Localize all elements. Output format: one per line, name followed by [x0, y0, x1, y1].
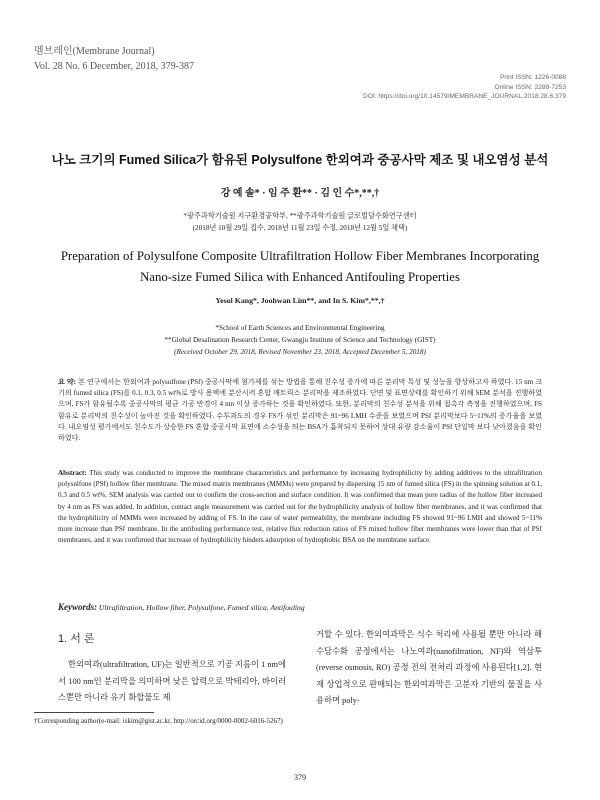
journal-header — [34, 44, 194, 74]
footnote: †Corresponding author(e-mail: iskim@gist.ac.kr, http://orcid.org/0000-0002-6016-5267) — [34, 717, 283, 725]
body-text-right: 거할 수 있다. 한외여과막은 식수 처리에 사용될 뿐만 아니라 해수담수화 공정에서는 나노여과(nanofiltration, NF)와 역삼투(reverse osmosis, RO) 공정 전의 전처리 과정에 사용된다[1,2]. 현재 상업적으로 판매되는 한외여과막은 고분자 기반의 물질을 사용하며 poly- — [316, 630, 542, 705]
korean-abstract-label: 요 약: — [58, 378, 77, 386]
print-issn: Print ISSN: 1226-0088 — [500, 74, 566, 81]
journal-volume: Vol. 28 No. 6 December, 2018, 379-387 — [34, 61, 194, 72]
keywords-label: Keywords: — [58, 602, 97, 612]
korean-abstract — [58, 377, 542, 444]
english-title-line1: Preparation of Polysulfone Composite Ultrafiltration Hollow Fiber Membranes Incorporating — [60, 249, 540, 263]
journal-name: 멤브레인(Membrane Journal) — [34, 46, 155, 57]
keywords-text: Ultrafiltration, Hollow fiber, Polysulfone, Fumed silica, Antifouling — [98, 603, 305, 612]
keywords — [58, 602, 305, 612]
footnote-divider — [34, 712, 154, 713]
korean-abstract-text: 본 연구에서는 한외여과 polysulfone (PSf) 중공사막에 첨가제를 섞는 방법을 통해 친수성 증가에 따른 분리막 특성 및 성능을 향상하고자 하였다. 15 nm 크기의 fumed silica (FS)를 0.1, 0.3, 0.5 wt%로 방사 용액에 분산시켜 혼합 매트릭스 분리막을 제조하였다. 단면 및 표면상태를 확인하기 위해 SEM 분석을 진행하였으며, FS가 함유될수록 중공사막의 평균 기공 반경이 4 nm 이상 증가하는 것을 확인하였다. 또한, 분리막의 친수성 분석을 위해 접촉각 측정을 진행하였으며, FS 함유로 분리막의 친수성이 높아진 것을 확인하였다. 수투과도의 경우 FS가 섞인 분리막은 91~96 LMH 수준을 보였으며 PSf 분리막보다 5~11%의 증가율을 보였다. 내오염성 평가에서도 친수도가 상승한 FS 혼합 중공사막 표면에 소수성을 띄는 BSA가 흡착되지 못하여 상대 유량 감소율이 PSf 단일막 보다 낮아졌음을 확인하였다. — [58, 378, 542, 443]
english-authors: Yesol Kang*, Joohwan Lim**, and In S. Kim*,**,† — [215, 296, 385, 305]
english-title-line2: Nano-size Fumed Silica with Enhanced Antifouling Properties — [140, 270, 460, 284]
korean-affiliation-block — [0, 210, 600, 234]
korean-affiliation: *광주과학기술원 지구환경공학부, **광주과학기술원 글로벌담수화연구센터 — [183, 212, 417, 220]
korean-title: 나노 크기의 Fumed Silica가 함유된 Polysulfone 한외여과 중공사막 제조 및 내오염성 분석 — [51, 153, 549, 167]
english-abstract — [58, 468, 542, 546]
korean-authors: 강 예 솔* · 임 주 환** · 김 인 수*,**,† — [220, 188, 380, 199]
english-abstract-text: This study was conducted to improve the membrane characteristics and performance by increasing hydrophilicity by adding additives to the ultrafiltration polysulfone (PSf) hollow fiber membrane. The mixed matrix membranes (MMMs) were prepared by dispersing 15 nm of fumed silica (FS) in the spinning solution at 0.1, 0.3 and 0.5 wt%. SEM analysis was carried out to confirm the cross-section and surface condition. It was confirmed that mean pore radius of the hollow fiber increased by 4 nm as FS was added. In addition, contact angle measurement was carried out for the hydrophilicity analysis of hollow fiber membranes, and it was confirmed that the hydrophilicity of MMMs were increased by adding of FS. In the case of water permeability, the membrane including FS showed 91~96 LMH and showed 5~11% more increase than PSf membrane. In the antifouling performance test, relative flux reduction ratios of FS mixed hollow fiber membranes were lower than that of PSf membranes, and it was confirmed that increase of hydrophilicity hinders adsorption of hydrophobic BSA on the membrane surface. — [58, 469, 542, 545]
english-affiliation-2: **Global Desalination Research Center, Gwangju Institute of Science and Technology (GIST) — [164, 336, 436, 344]
page-number: 379 — [294, 773, 306, 782]
english-affiliation-block — [0, 322, 600, 358]
korean-dates: (2018년 10월 29일 접수, 2018년 11월 23일 수정, 2018년 12월 5일 채택) — [192, 224, 408, 232]
body-column-right — [316, 627, 542, 710]
doi-link[interactable]: DOI: https://doi.org/10.14579/MEMBRANE_JOURNAL.2018.28.6.379 — [362, 93, 566, 100]
english-title — [0, 246, 600, 288]
body-column-left — [58, 657, 286, 707]
english-abstract-label: Abstract: — [58, 469, 87, 477]
english-affiliation-1: *School of Earth Sciences and Environmental Engineering — [215, 324, 385, 332]
issn-block — [363, 73, 566, 102]
online-issn: Online ISSN: 2288-7253 — [494, 83, 566, 91]
body-text-left: 한외여과(ultrafiltration, UF)는 일반적으로 기공 지름이 1 nm에서 100 nm인 분리막을 의미하며 낮은 압력으로 박테리아, 바이러스뿐만 아니라 유기 화합물도 제 — [58, 660, 286, 702]
english-dates: (Received October 29, 2018, Revised November 23, 2018, Accepted December 5, 2018) — [174, 348, 426, 356]
section-heading: 1. 서 론 — [58, 633, 95, 645]
